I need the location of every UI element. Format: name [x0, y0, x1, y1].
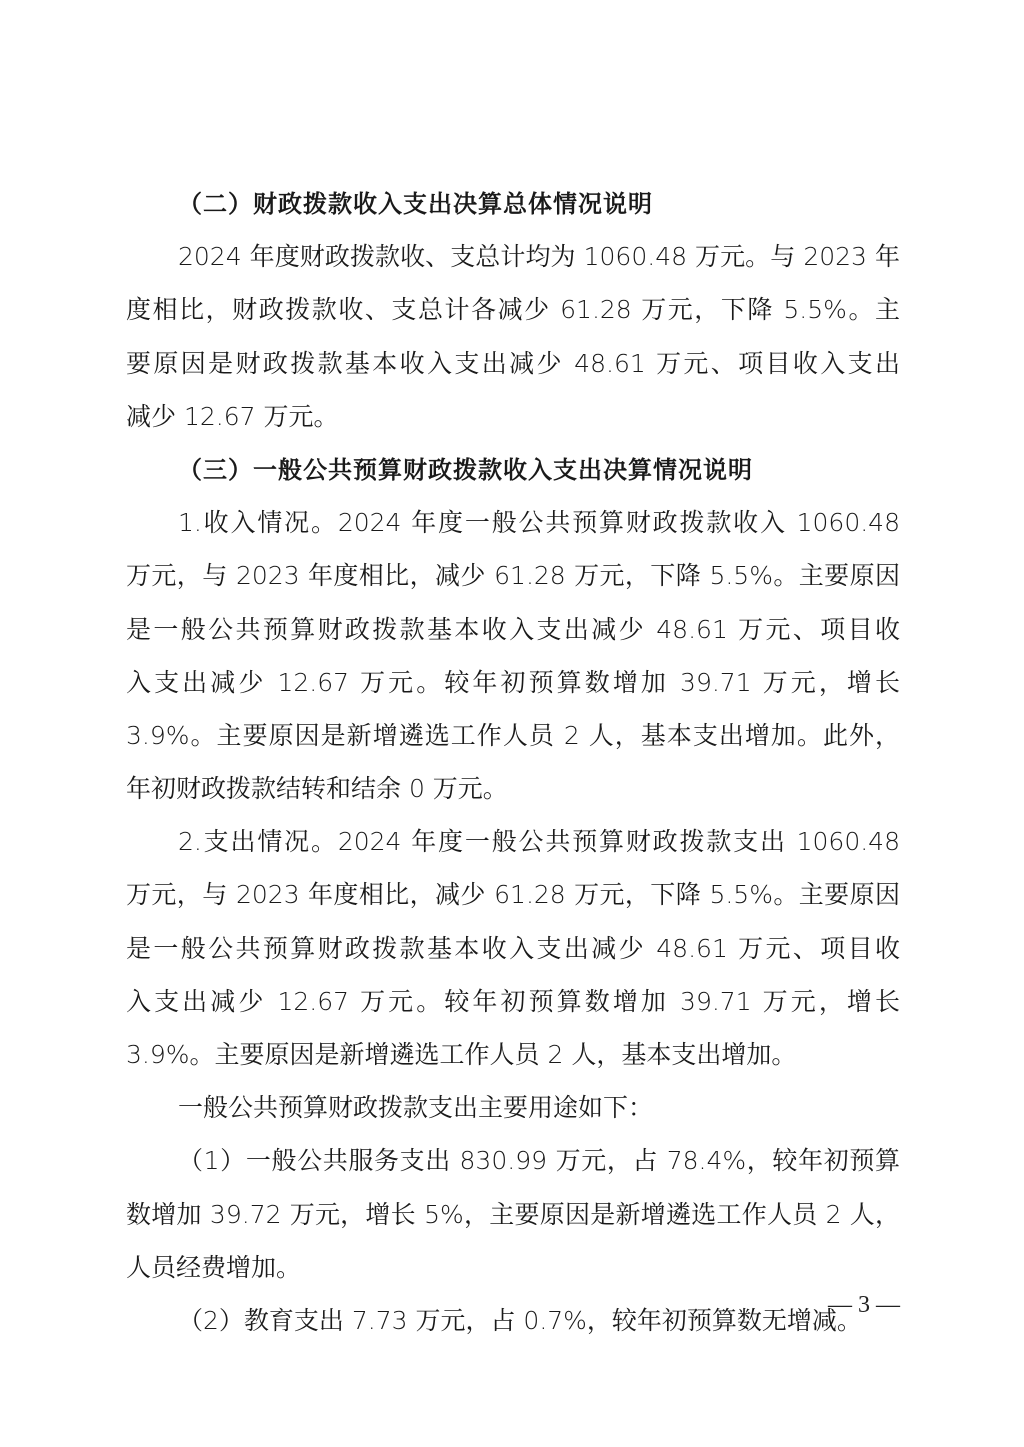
paragraph-line-expenditure: 是一般公共预算财政拨款基本收入支出减少 48.61 万元、项目收 [126, 933, 900, 963]
document-page [126, 177, 900, 1347]
list-item-general-services: （1）一般公共服务支出 830.99 万元，占 78.4%，较年初预算 [178, 1146, 900, 1176]
section-heading-fiscal-overview: （二）财政拨款收入支出决算总体情况说明 [178, 189, 653, 218]
uses-intro-line: 一般公共预算财政拨款支出主要用途如下： [178, 1093, 654, 1123]
paragraph-line-income: 万元，与 2023 年度相比，减少 61.28 万元，下降 5.5%。主要原因 [126, 561, 900, 591]
paragraph-line-income: 1.收入情况。2024 年度一般公共预算财政拨款收入 1060.48 [178, 508, 900, 538]
paragraph-line-income: 是一般公共预算财政拨款基本收入支出减少 48.61 万元、项目收 [126, 614, 900, 644]
paragraph-line: 减少 12.67 万元。 [126, 401, 339, 431]
paragraph-line-income: 3.9%。主要原因是新增遴选工作人员 2 人，基本支出增加。此外， [126, 720, 900, 750]
list-item-general-services: 数增加 39.72 万元，增长 5%，主要原因是新增遴选工作人员 2 人， [126, 1199, 900, 1229]
list-item-education: （2）教育支出 7.73 万元，占 0.7%，较年初预算数无增减。 [178, 1305, 862, 1335]
list-item-general-services: 人员经费增加。 [126, 1252, 302, 1282]
page-number: — 3 — [828, 1292, 900, 1318]
section-heading-general-budget: （三）一般公共预算财政拨款收入支出决算情况说明 [178, 454, 753, 484]
paragraph-line: 度相比，财政拨款收、支总计各减少 61.28 万元，下降 5.5%。主 [126, 295, 900, 325]
paragraph-line: 2024 年度财政拨款收、支总计均为 1060.48 万元。与 2023 年 [178, 242, 900, 272]
paragraph-line: 要原因是财政拨款基本收入支出减少 48.61 万元、项目收入支出 [126, 348, 900, 378]
paragraph-line-expenditure: 入支出减少 12.67 万元。较年初预算数增加 39.71 万元，增长 [126, 986, 900, 1016]
paragraph-line-expenditure: 万元，与 2023 年度相比，减少 61.28 万元，下降 5.5%。主要原因 [126, 880, 900, 910]
paragraph-line-income: 入支出减少 12.67 万元。较年初预算数增加 39.71 万元，增长 [126, 667, 900, 697]
paragraph-line-expenditure: 2.支出情况。2024 年度一般公共预算财政拨款支出 1060.48 [178, 827, 900, 857]
paragraph-line-income: 年初财政拨款结转和结余 0 万元。 [126, 774, 508, 804]
paragraph-line-expenditure: 3.9%。主要原因是新增遴选工作人员 2 人，基本支出增加。 [126, 1040, 797, 1069]
